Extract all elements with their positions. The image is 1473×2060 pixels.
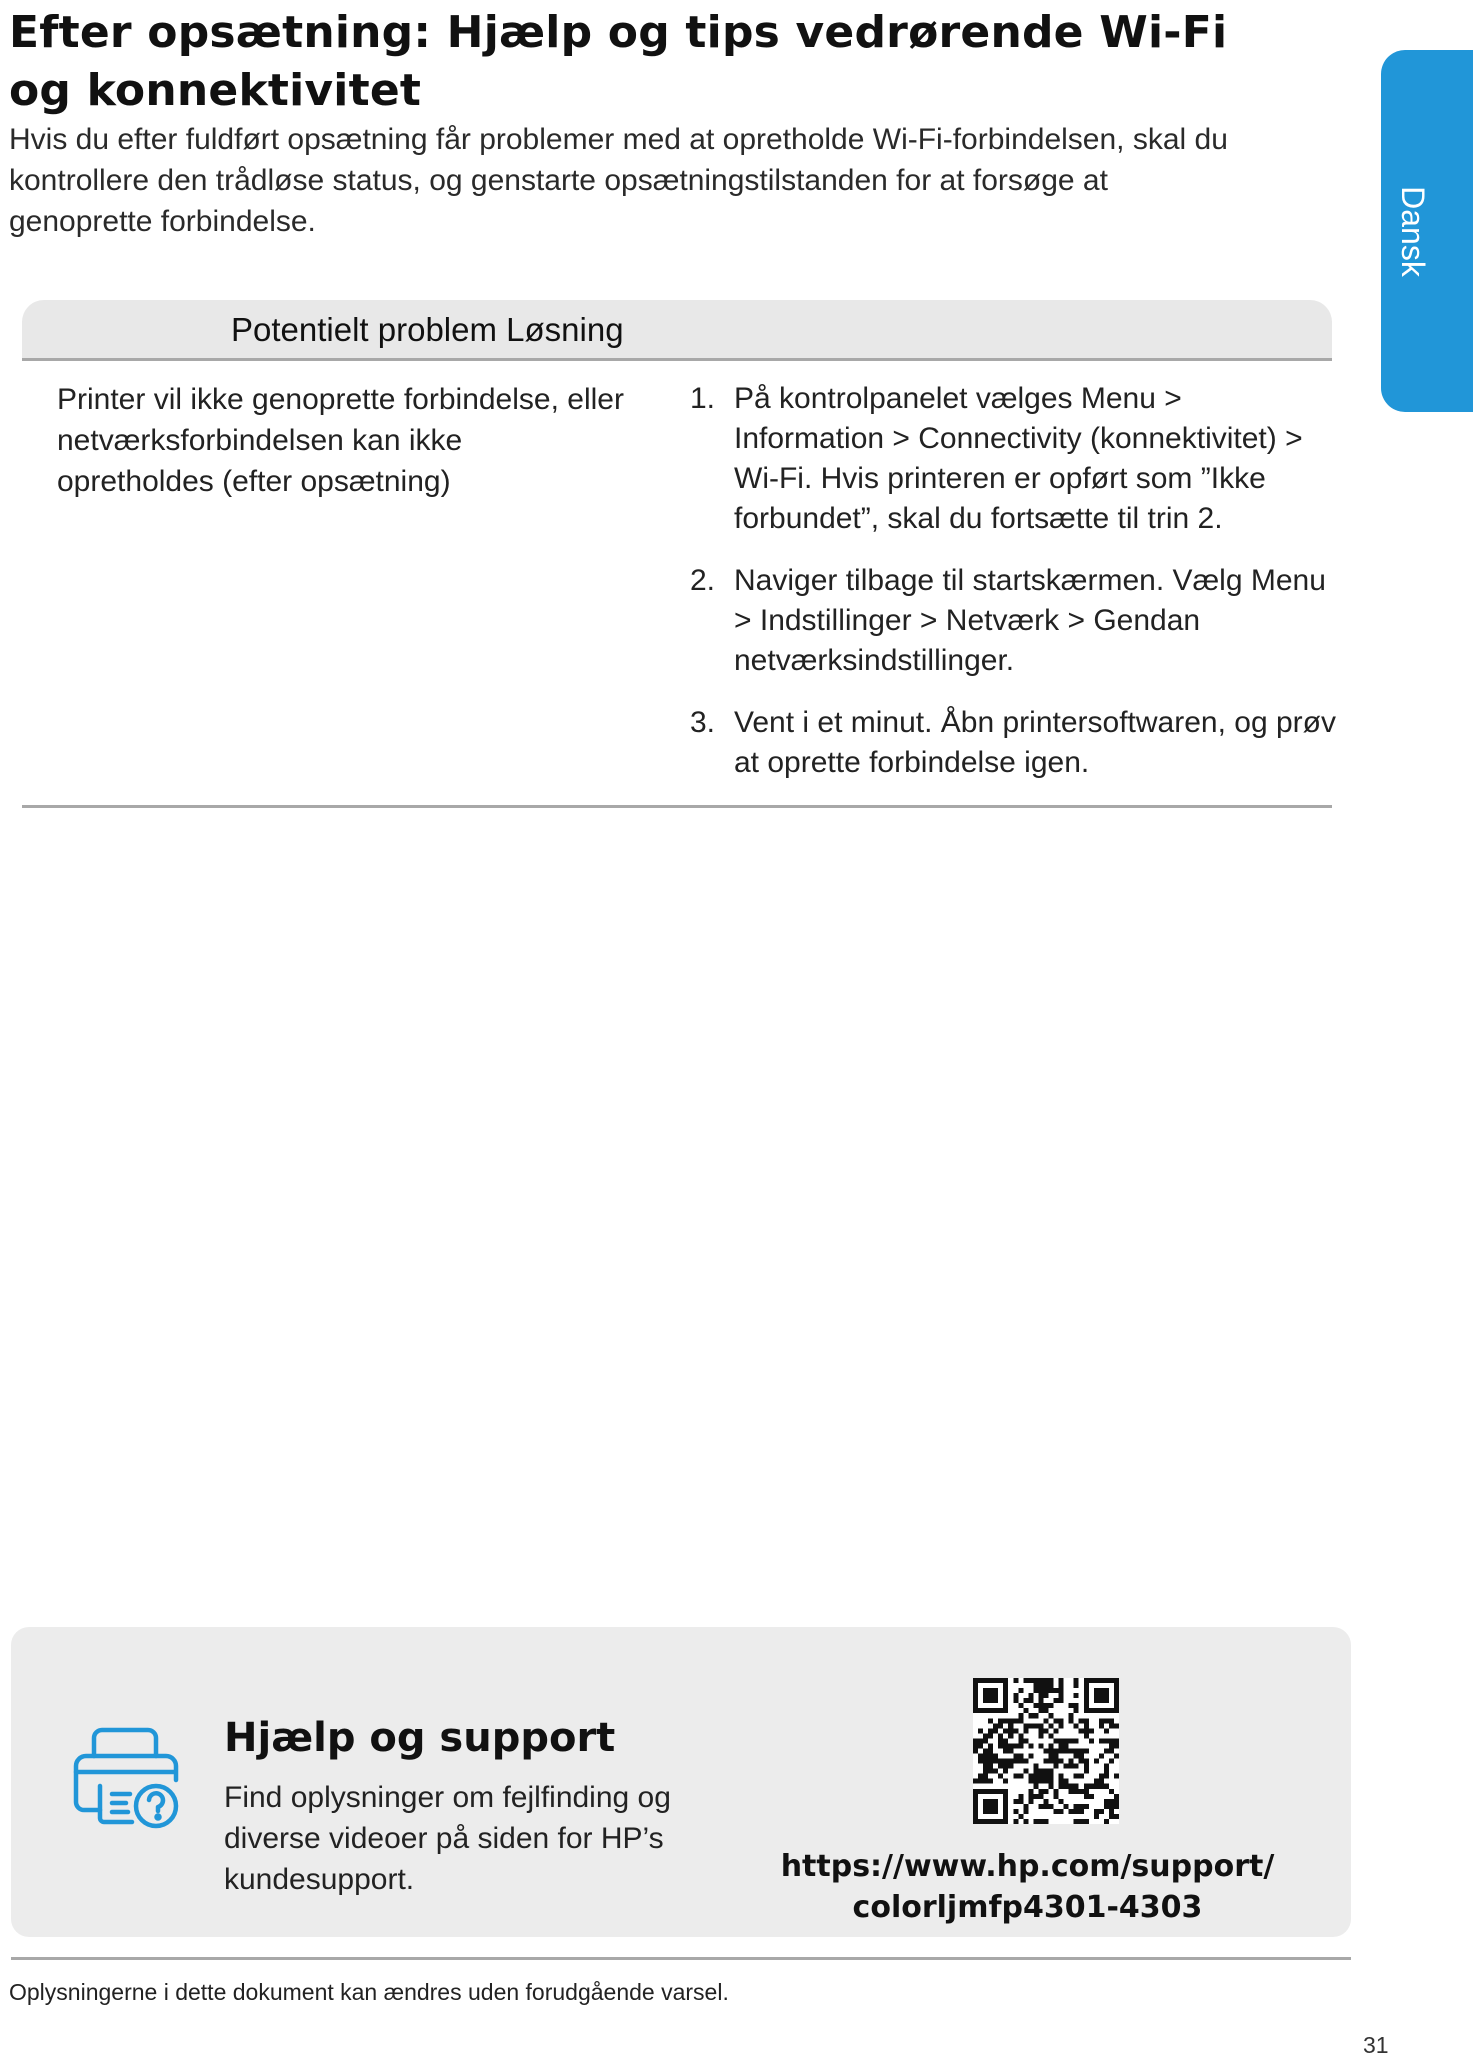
solution-steps xyxy=(690,379,1340,805)
intro-paragraph: Hvis du efter fuldført opsætning får problemer med at opretholde Wi-Fi-forbindelsen, skal du kontrollere den trådløse status, og genstarte opsætningstilstanden for at forsøge at genoprette forbindelse. xyxy=(9,123,1228,238)
qr-code[interactable] xyxy=(973,1678,1119,1824)
page-number: 31 xyxy=(1363,2032,1389,2058)
solution-step xyxy=(690,703,1340,783)
step-text: Naviger tilbage til startskærmen. Vælg Menu > Indstillinger > Netværk > Gendan netværksindstillinger. xyxy=(734,564,1326,677)
step-number: 3. xyxy=(690,706,716,739)
table-header-solution: Løsning xyxy=(506,311,624,348)
step-text: Vent i et minut. Åbn printersoftwaren, og prøv at oprette forbindelse igen. xyxy=(734,706,1336,779)
table-bottom-rule xyxy=(22,805,1332,808)
language-tab-label: Dansk xyxy=(1394,185,1431,277)
support-url-link[interactable] xyxy=(770,1846,1285,1928)
table-header-text xyxy=(231,309,624,351)
table-header-problem: Potentielt problem xyxy=(231,311,497,348)
support-url-line2[interactable]: colorljmfp4301-4303 xyxy=(852,1890,1203,1925)
problem-cell: Printer vil ikke genoprette forbindelse, eller netværksforbindelsen kan ikke opretholdes (efter opsætning) xyxy=(57,383,624,498)
support-url-line1[interactable]: https://www.hp.com/support/ xyxy=(780,1849,1275,1884)
solution-step xyxy=(690,561,1340,681)
support-text: Find oplysninger om fejlfinding og diverse videoer på siden for HP’s kundesupport. xyxy=(224,1781,671,1896)
footer-rule xyxy=(11,1957,1351,1960)
step-text: På kontrolpanelet vælges Menu > Information > Connectivity (konnektivitet) > Wi-Fi. Hvis printeren er opført som ”Ikke forbundet”, skal du fortsætte til trin 2. xyxy=(734,382,1303,535)
support-title: Hjælp og support xyxy=(224,1715,616,1761)
table-header xyxy=(22,300,1332,361)
page-title: Efter opsætning: Hjælp og tips vedrørende Wi-Fi og konnektivitet xyxy=(9,7,1228,116)
step-number: 1. xyxy=(690,382,716,415)
language-tab-label-wrap xyxy=(1381,50,1443,412)
printer-help-icon xyxy=(70,1722,186,1832)
solution-step xyxy=(690,379,1340,539)
disclaimer: Oplysningerne i dette dokument kan ændres uden forudgående varsel. xyxy=(9,1979,729,2005)
step-number: 2. xyxy=(690,564,716,597)
